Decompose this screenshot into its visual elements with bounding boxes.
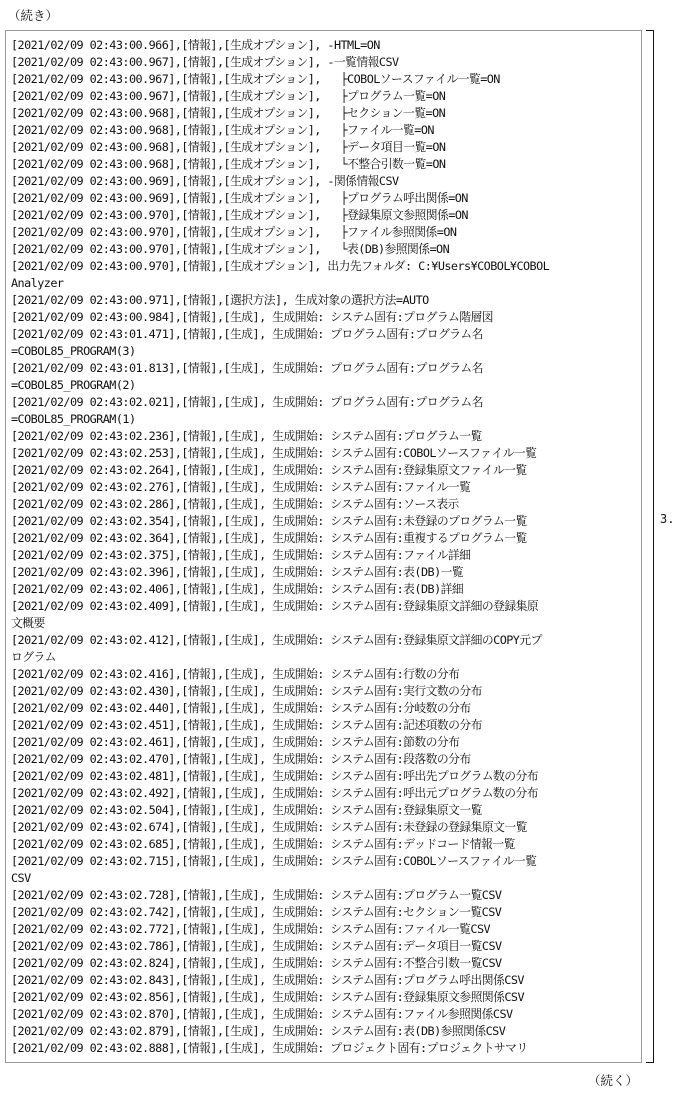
log-line: [2021/02/09 02:43:00.971],[情報],[選択方法], 生成対象の選択方法=AUTO [11,293,429,307]
log-line: [2021/02/09 02:43:02.879],[情報],[生成], 生成開始: システム固有:表(DB)参照関係CSV [11,1024,506,1038]
step-number: 3. [660,512,675,526]
log-line: [2021/02/09 02:43:02.406],[情報],[生成], 生成開始: システム固有:表(DB)詳細 [11,582,464,596]
log-line: [2021/02/09 02:43:00.968],[情報],[生成オプション], ├ファイル一覧=ON [11,123,434,137]
log-line: [2021/02/09 02:43:02.412],[情報],[生成], 生成開始: システム固有:登録集原文詳細のCOPY元プ [11,633,542,647]
log-line: [2021/02/09 02:43:02.888],[情報],[生成], 生成開始: プロジェクト固有:プロジェクトサマリ [11,1041,528,1055]
log-line: CSV [11,871,31,885]
log-line: [2021/02/09 02:43:02.461],[情報],[生成], 生成開始: システム固有:節数の分布 [11,735,460,749]
log-line: [2021/02/09 02:43:00.968],[情報],[生成オプション], ├データ項目一覧=ON [11,140,446,154]
log-line: [2021/02/09 02:43:02.772],[情報],[生成], 生成開始: システム固有:ファイル一覧CSV [11,922,491,936]
log-line: [2021/02/09 02:43:02.364],[情報],[生成], 生成開始: システム固有:重複するプログラム一覧 [11,531,527,545]
section-bracket [646,30,654,1063]
log-line: [2021/02/09 02:43:02.451],[情報],[生成], 生成開始: システム固有:記述項数の分布 [11,718,482,732]
log-line: ログラム [11,650,56,664]
log-line: [2021/02/09 02:43:02.264],[情報],[生成], 生成開始: システム固有:登録集原文ファイル一覧 [11,463,527,477]
continues-label: （続く） [588,1073,639,1088]
log-line: [2021/02/09 02:43:02.430],[情報],[生成], 生成開始: システム固有:実行文数の分布 [11,684,482,698]
log-line: [2021/02/09 02:43:00.970],[情報],[生成オプション], ├登録集原文参照関係=ON [11,208,468,222]
log-line: =COBOL85_PROGRAM(3) [11,344,136,358]
log-line: [2021/02/09 02:43:02.492],[情報],[生成], 生成開始: システム固有:呼出元プログラム数の分布 [11,786,539,800]
log-line: [2021/02/09 02:43:02.375],[情報],[生成], 生成開始: システム固有:ファイル詳細 [11,548,471,562]
log-line: [2021/02/09 02:43:01.813],[情報],[生成], 生成開始: プログラム固有:プログラム名 [11,361,483,375]
log-line: =COBOL85_PROGRAM(1) [11,412,136,426]
log-line: [2021/02/09 02:43:00.984],[情報],[生成], 生成開始: システム固有:プログラム階層図 [11,310,494,324]
log-line: [2021/02/09 02:43:00.967],[情報],[生成オプション], -一覧情報CSV [11,55,399,69]
log-line: [2021/02/09 02:43:02.824],[情報],[生成], 生成開始: システム固有:不整合引数一覧CSV [11,956,502,970]
log-line: [2021/02/09 02:43:02.236],[情報],[生成], 生成開始: システム固有:プログラム一覧 [11,429,482,443]
log-line: [2021/02/09 02:43:02.481],[情報],[生成], 生成開始: システム固有:呼出先プログラム数の分布 [11,769,539,783]
log-line: [2021/02/09 02:43:00.969],[情報],[生成オプション], -関係情報CSV [11,174,399,188]
log-line: Analyzer [11,276,64,290]
log-line: [2021/02/09 02:43:02.870],[情報],[生成], 生成開始: システム固有:ファイル参照関係CSV [11,1007,513,1021]
log-line: [2021/02/09 02:43:02.440],[情報],[生成], 生成開始: システム固有:分岐数の分布 [11,701,471,715]
log-line: [2021/02/09 02:43:02.843],[情報],[生成], 生成開始: システム固有:プログラム呼出関係CSV [11,973,524,987]
log-line: [2021/02/09 02:43:02.470],[情報],[生成], 生成開始: システム固有:段落数の分布 [11,752,471,766]
log-line: [2021/02/09 02:43:02.396],[情報],[生成], 生成開始: システム固有:表(DB)一覧 [11,565,464,579]
log-line: [2021/02/09 02:43:02.021],[情報],[生成], 生成開始: プログラム固有:プログラム名 [11,395,483,409]
log-line: [2021/02/09 02:43:00.970],[情報],[生成オプション], 出力先フォルダ: C:¥Users¥COBOL¥COBOL [11,259,550,273]
log-line: [2021/02/09 02:43:02.856],[情報],[生成], 生成開始: システム固有:登録集原文参照関係CSV [11,990,525,1004]
log-line: [2021/02/09 02:43:02.409],[情報],[生成], 生成開始: システム固有:登録集原文詳細の登録集原 [11,599,539,613]
log-line: [2021/02/09 02:43:02.416],[情報],[生成], 生成開始: システム固有:行数の分布 [11,667,460,681]
log-line: [2021/02/09 02:43:00.968],[情報],[生成オプション], ├セクション一覧=ON [11,106,446,120]
log-line: [2021/02/09 02:43:02.253],[情報],[生成], 生成開始: システム固有:COBOLソースファイル一覧 [11,446,537,460]
log-line: [2021/02/09 02:43:02.286],[情報],[生成], 生成開始: システム固有:ソース表示 [11,497,459,511]
log-line: [2021/02/09 02:43:02.728],[情報],[生成], 生成開始: システム固有:プログラム一覧CSV [11,888,502,902]
log-line: [2021/02/09 02:43:02.742],[情報],[生成], 生成開始: システム固有:セクション一覧CSV [11,905,502,919]
log-line: [2021/02/09 02:43:02.354],[情報],[生成], 生成開始: システム固有:未登録のプログラム一覧 [11,514,527,528]
log-line: [2021/02/09 02:43:02.504],[情報],[生成], 生成開始: システム固有:登録集原文一覧 [11,803,482,817]
log-line: [2021/02/09 02:43:00.968],[情報],[生成オプション], └不整合引数一覧=ON [11,157,446,171]
log-line: [2021/02/09 02:43:01.471],[情報],[生成], 生成開始: プログラム固有:プログラム名 [11,327,483,341]
log-line: [2021/02/09 02:43:02.674],[情報],[生成], 生成開始: システム固有:未登録の登録集原文一覧 [11,820,527,834]
log-line: [2021/02/09 02:43:00.970],[情報],[生成オプション], ├ファイル参照関係=ON [11,225,457,239]
log-line: [2021/02/09 02:43:00.967],[情報],[生成オプション], ├COBOLソースファイル一覧=ON [11,72,500,86]
continued-from-label: （続き） [8,8,59,23]
log-line: [2021/02/09 02:43:00.967],[情報],[生成オプション], ├プログラム一覧=ON [11,89,446,103]
log-line: =COBOL85_PROGRAM(2) [11,378,136,392]
log-line: [2021/02/09 02:43:02.786],[情報],[生成], 生成開始: システム固有:データ項目一覧CSV [11,939,502,953]
log-line: [2021/02/09 02:43:00.969],[情報],[生成オプション], ├プログラム呼出関係=ON [11,191,468,205]
log-output-box [5,30,642,1063]
log-line: [2021/02/09 02:43:00.966],[情報],[生成オプション], -HTML=ON [11,38,380,52]
log-line: [2021/02/09 02:43:02.276],[情報],[生成], 生成開始: システム固有:ファイル一覧 [11,480,471,494]
log-line: [2021/02/09 02:43:02.685],[情報],[生成], 生成開始: システム固有:デッドコード情報一覧 [11,837,515,851]
log-line: 文概要 [11,616,45,630]
log-line: [2021/02/09 02:43:02.715],[情報],[生成], 生成開始: システム固有:COBOLソースファイル一覧 [11,854,537,868]
log-line: [2021/02/09 02:43:00.970],[情報],[生成オプション], └表(DB)参照関係=ON [11,242,450,256]
